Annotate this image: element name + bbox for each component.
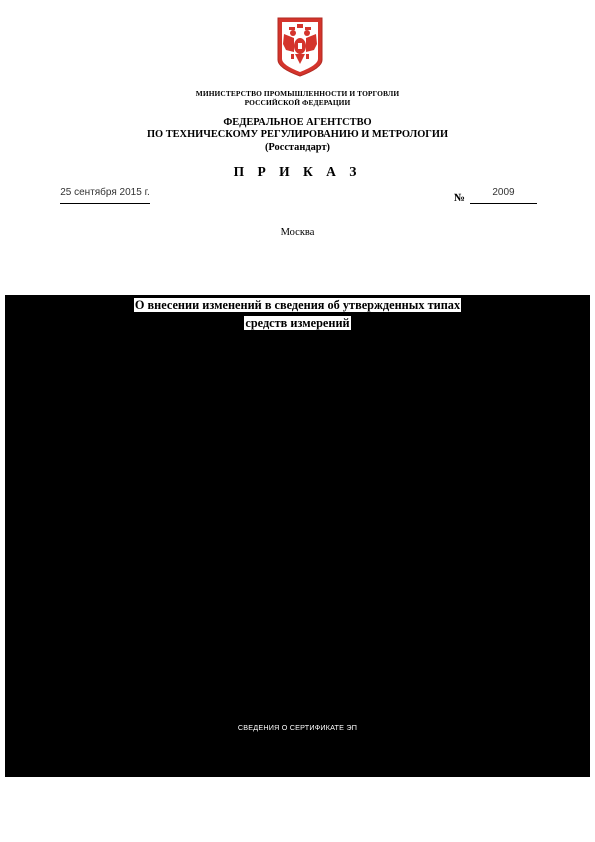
number-underline	[470, 203, 537, 204]
ministry-name-line1: МИНИСТЕРСТВО ПРОМЫШЛЕННОСТИ И ТОРГОВЛИ	[195, 89, 400, 98]
subject-line1-wrap	[0, 296, 595, 314]
signature-certificate-info: СВЕДЕНИЯ О СЕРТИФИКАТЕ ЭП	[237, 723, 358, 732]
order-date: 25 сентября 2015 г.	[60, 187, 150, 198]
order-number-label: №	[454, 192, 466, 204]
date-underline	[60, 203, 150, 204]
subject-line2: средств измерений	[245, 316, 350, 330]
russian-coat-of-arms-icon	[276, 16, 324, 78]
agency-short-name: (Росстандарт)	[264, 142, 331, 153]
order-title: П Р И К А З	[233, 164, 362, 179]
subject-line2-wrap	[0, 314, 595, 332]
agency-name-line1: ФЕДЕРАЛЬНОЕ АГЕНТСТВО	[223, 117, 372, 128]
order-number: 2009	[492, 187, 515, 198]
ministry-name-line2: РОССИЙСКОЙ ФЕДЕРАЦИИ	[244, 98, 351, 107]
redacted-body	[5, 295, 590, 777]
city: Москва	[280, 227, 315, 238]
subject-line1: О внесении изменений в сведения об утвержденных типах	[134, 298, 461, 312]
agency-name-line2: ПО ТЕХНИЧЕСКОМУ РЕГУЛИРОВАНИЮ И МЕТРОЛОГИИ	[146, 129, 449, 140]
